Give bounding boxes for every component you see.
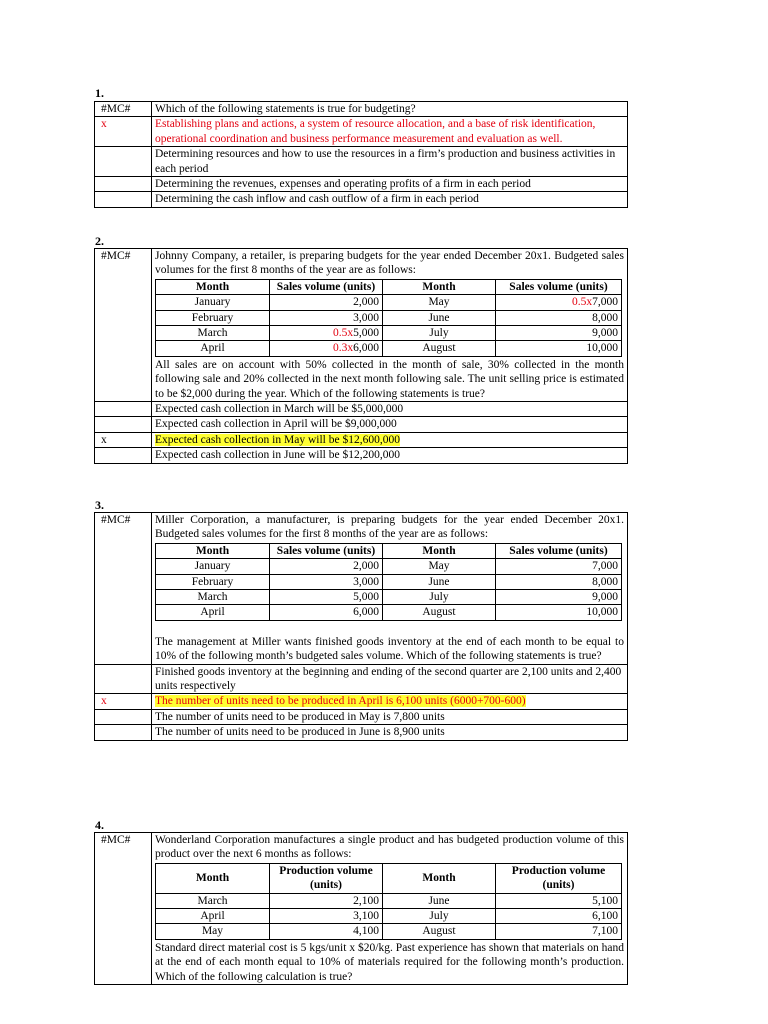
answer-mark bbox=[95, 147, 152, 177]
question-3-number: 3. bbox=[95, 498, 104, 512]
column-header: Month bbox=[156, 863, 270, 893]
month-cell: April bbox=[156, 341, 270, 356]
weight-note: 0.5x bbox=[572, 296, 593, 309]
month-cell: January bbox=[156, 559, 270, 574]
mc-marker: #MC# bbox=[95, 513, 152, 665]
option-text: Expected cash collection in April will be $9,000,000 bbox=[152, 417, 628, 432]
option-text: Determining the revenues, expenses and operating profits of a firm in each period bbox=[152, 177, 628, 192]
option-row[interactable] bbox=[95, 417, 628, 432]
volume-value: 6,000 bbox=[353, 342, 379, 355]
month-cell: May bbox=[156, 924, 270, 939]
column-header: Sales volume (units) bbox=[496, 279, 622, 294]
volume-value: 5,000 bbox=[353, 327, 379, 340]
question-4-table bbox=[94, 832, 628, 985]
month-cell: July bbox=[383, 590, 496, 605]
month-cell: June bbox=[383, 893, 496, 908]
option-row[interactable] bbox=[95, 192, 628, 207]
option-text: The number of units need to be produced in May is 7,800 units bbox=[152, 709, 628, 724]
answer-mark bbox=[95, 192, 152, 207]
table-row bbox=[156, 326, 622, 341]
column-header: Month bbox=[156, 543, 270, 558]
option-row[interactable] bbox=[95, 402, 628, 417]
volume-cell bbox=[270, 326, 383, 341]
option-text: The number of units need to be produced in April is 6,100 units (6000+700-600) bbox=[155, 695, 526, 708]
volume-cell bbox=[270, 310, 383, 325]
volume-cell: 4,100 bbox=[270, 924, 383, 939]
sales-volume-table bbox=[155, 279, 622, 357]
option-text: Determining resources and how to use the resources in a firm’s production and business activities in each period bbox=[152, 147, 628, 177]
question-3-text: The management at Miller wants finished goods inventory at the end of each month to be equal to 10% of the following month’s budgeted sales volume. Which of the following statements is true? bbox=[155, 635, 624, 663]
table-row bbox=[156, 893, 622, 908]
option-row[interactable] bbox=[95, 709, 628, 724]
answer-mark: x bbox=[95, 694, 152, 709]
column-header: Sales volume (units) bbox=[270, 279, 383, 294]
option-cell bbox=[152, 694, 628, 709]
answer-mark bbox=[95, 417, 152, 432]
question-3-table bbox=[94, 512, 628, 741]
mc-marker: #MC# bbox=[95, 102, 152, 117]
production-volume-table bbox=[155, 863, 622, 940]
option-row[interactable] bbox=[95, 177, 628, 192]
option-text: Finished goods inventory at the beginning and ending of the second quarter are 2,100 units and 2,400 units respectively bbox=[152, 664, 628, 694]
month-cell: March bbox=[156, 893, 270, 908]
option-row[interactable] bbox=[95, 664, 628, 694]
volume-value: 8,000 bbox=[592, 311, 618, 324]
option-text: Establishing plans and actions, a system of resource allocation, and a base of risk identification, operational coordination and business performance measurement and evaluation as well. bbox=[152, 117, 628, 147]
month-cell: April bbox=[156, 605, 270, 620]
table-row bbox=[156, 341, 622, 356]
option-row[interactable] bbox=[95, 147, 628, 177]
volume-cell bbox=[496, 341, 622, 356]
volume-cell bbox=[270, 295, 383, 310]
option-text: Determining the cash inflow and cash outflow of a firm in each period bbox=[152, 192, 628, 207]
month-cell: March bbox=[156, 326, 270, 341]
answer-mark: x bbox=[95, 432, 152, 447]
option-row[interactable] bbox=[95, 432, 628, 447]
question-1-table bbox=[94, 101, 628, 208]
option-text: Expected cash collection in June will be $12,200,000 bbox=[152, 448, 628, 463]
question-2-text: All sales are on account with 50% collected in the month of sale, 30% collected in the month following sale and 20% collected in the next month following sale. The unit selling price is estimated to be $2,000 during the year. Which of the following statements is true? bbox=[155, 358, 624, 400]
month-cell: July bbox=[383, 909, 496, 924]
volume-value: 7,000 bbox=[592, 296, 618, 309]
table-row bbox=[156, 310, 622, 325]
volume-cell bbox=[496, 326, 622, 341]
question-4-text: Standard direct material cost is 5 kgs/unit x $20/kg. Past experience has shown that materials on hand at the end of each month equal to 10% of materials required for the following month’s production. Which of the following calculation is true? bbox=[155, 941, 624, 983]
mc-marker: #MC# bbox=[95, 833, 152, 985]
volume-cell: 2,000 bbox=[270, 559, 383, 574]
month-cell: May bbox=[383, 295, 496, 310]
table-row bbox=[156, 574, 622, 589]
option-row[interactable] bbox=[95, 117, 628, 147]
column-header: Production volume (units) bbox=[270, 863, 383, 893]
volume-cell: 5,000 bbox=[270, 590, 383, 605]
volume-cell: 6,100 bbox=[496, 909, 622, 924]
question-4-number: 4. bbox=[95, 818, 104, 832]
question-3-intro: Miller Corporation, a manufacturer, is preparing budgets for the year ended December 20x1. Budgeted sales volumes for the first 8 months of the year are as follows: bbox=[155, 514, 624, 541]
option-row[interactable] bbox=[95, 694, 628, 709]
volume-value: 9,000 bbox=[592, 327, 618, 340]
column-header: Month bbox=[383, 543, 496, 558]
volume-cell: 6,000 bbox=[270, 605, 383, 620]
option-row[interactable] bbox=[95, 448, 628, 463]
option-row[interactable] bbox=[95, 725, 628, 740]
question-1-text: Which of the following statements is true for budgeting? bbox=[152, 102, 628, 117]
volume-value: 10,000 bbox=[586, 342, 618, 355]
question-2-intro: Johnny Company, a retailer, is preparing budgets for the year ended December 20x1. Budgeted sales volumes for the first 8 months of the year are as follows: bbox=[155, 250, 624, 277]
column-header: Month bbox=[383, 279, 496, 294]
month-cell: June bbox=[383, 310, 496, 325]
sales-volume-table bbox=[155, 543, 622, 621]
answer-mark bbox=[95, 725, 152, 740]
column-header: Month bbox=[383, 863, 496, 893]
question-4-intro: Wonderland Corporation manufactures a single product and has budgeted production volume of this product over the next 6 months as follows: bbox=[155, 834, 624, 861]
month-cell: February bbox=[156, 310, 270, 325]
table-row bbox=[156, 605, 622, 620]
volume-cell: 8,000 bbox=[496, 574, 622, 589]
column-header: Sales volume (units) bbox=[496, 543, 622, 558]
month-cell: June bbox=[383, 574, 496, 589]
volume-cell: 5,100 bbox=[496, 893, 622, 908]
answer-mark: x bbox=[95, 117, 152, 147]
table-row bbox=[156, 924, 622, 939]
volume-cell bbox=[496, 295, 622, 310]
option-cell bbox=[152, 432, 628, 447]
table-row bbox=[156, 559, 622, 574]
column-header: Month bbox=[156, 279, 270, 294]
volume-cell bbox=[496, 310, 622, 325]
month-cell: August bbox=[383, 341, 496, 356]
answer-mark bbox=[95, 177, 152, 192]
option-text: The number of units need to be produced in June is 8,900 units bbox=[152, 725, 628, 740]
question-2-number: 2. bbox=[95, 234, 104, 248]
volume-cell: 2,100 bbox=[270, 893, 383, 908]
column-header: Sales volume (units) bbox=[270, 543, 383, 558]
volume-cell bbox=[270, 341, 383, 356]
month-cell: March bbox=[156, 590, 270, 605]
volume-cell: 3,000 bbox=[270, 574, 383, 589]
answer-mark bbox=[95, 402, 152, 417]
volume-cell: 3,100 bbox=[270, 909, 383, 924]
answer-mark bbox=[95, 709, 152, 724]
mc-marker: #MC# bbox=[95, 249, 152, 402]
volume-value: 3,000 bbox=[353, 311, 379, 324]
table-row bbox=[156, 909, 622, 924]
answer-mark bbox=[95, 448, 152, 463]
volume-cell: 7,100 bbox=[496, 924, 622, 939]
question-1-number: 1. bbox=[95, 86, 104, 100]
volume-value: 2,000 bbox=[353, 296, 379, 309]
month-cell: April bbox=[156, 909, 270, 924]
volume-cell: 7,000 bbox=[496, 559, 622, 574]
month-cell: February bbox=[156, 574, 270, 589]
table-row bbox=[156, 295, 622, 310]
table-row bbox=[156, 590, 622, 605]
month-cell: January bbox=[156, 295, 270, 310]
month-cell: August bbox=[383, 605, 496, 620]
month-cell: May bbox=[383, 559, 496, 574]
volume-cell: 9,000 bbox=[496, 590, 622, 605]
column-header: Production volume (units) bbox=[496, 863, 622, 893]
weight-note: 0.5x bbox=[333, 327, 354, 340]
answer-mark bbox=[95, 664, 152, 694]
weight-note: 0.3x bbox=[333, 342, 354, 355]
option-text: Expected cash collection in March will be $5,000,000 bbox=[152, 402, 628, 417]
question-2-table bbox=[94, 248, 628, 464]
option-text: Expected cash collection in May will be $12,600,000 bbox=[155, 433, 400, 446]
month-cell: August bbox=[383, 924, 496, 939]
month-cell: July bbox=[383, 326, 496, 341]
volume-cell: 10,000 bbox=[496, 605, 622, 620]
